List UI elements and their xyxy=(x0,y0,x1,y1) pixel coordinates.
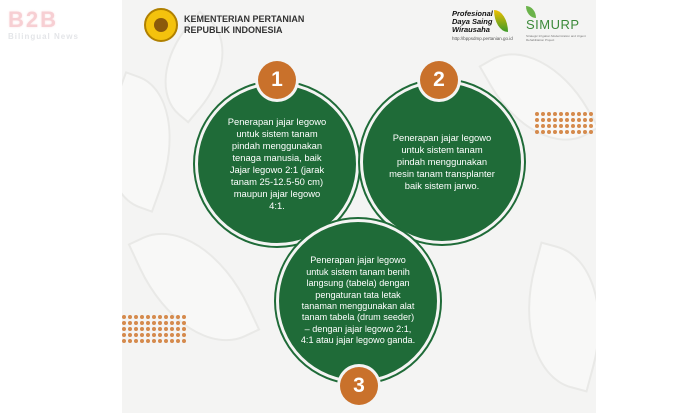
decorative-dot xyxy=(158,327,162,331)
decorative-dot xyxy=(577,112,581,116)
decorative-dot xyxy=(547,118,551,122)
decorative-dot xyxy=(134,315,138,319)
decorative-dot xyxy=(559,112,563,116)
decorative-dot xyxy=(140,321,144,325)
decorative-dot xyxy=(158,321,162,325)
decorative-dot xyxy=(565,124,569,128)
ministry-emblem-icon xyxy=(144,8,178,42)
decorative-dot xyxy=(128,339,132,343)
decorative-dot xyxy=(583,112,587,116)
decorative-dot xyxy=(146,339,150,343)
decorative-dot xyxy=(152,315,156,319)
decorative-dot xyxy=(140,339,144,343)
decorative-dot xyxy=(583,124,587,128)
pds-url: http://bppsdmp.pertanian.go.id xyxy=(452,36,513,41)
background-leaf-shape xyxy=(506,241,596,392)
decorative-dot xyxy=(164,339,168,343)
decorative-dot xyxy=(182,339,186,343)
decorative-dot xyxy=(134,321,138,325)
decorative-dot xyxy=(164,333,168,337)
decorative-dot xyxy=(559,118,563,122)
step-2-text: Penerapan jajar legowo untuk sistem tanam pindah menggunakan mesin tanam transplanter baik sistem jarwo. xyxy=(389,132,495,191)
decorative-dot xyxy=(535,130,539,134)
header-bar xyxy=(122,0,596,50)
decorative-dot xyxy=(170,321,174,325)
ministry-name xyxy=(184,14,304,36)
decorative-dot xyxy=(134,339,138,343)
decorative-dot xyxy=(182,333,186,337)
decorative-dot xyxy=(553,130,557,134)
decorative-dot xyxy=(535,118,539,122)
decorative-dot xyxy=(170,339,174,343)
wheat-leaf-icon xyxy=(494,10,508,32)
decorative-dot xyxy=(176,321,180,325)
decorative-dot xyxy=(547,112,551,116)
decorative-dot xyxy=(571,130,575,134)
decorative-dot xyxy=(152,327,156,331)
watermark-subtitle: Bilingual News xyxy=(8,32,79,41)
decorative-dot xyxy=(134,333,138,337)
decorative-dot xyxy=(577,130,581,134)
decorative-dot xyxy=(128,315,132,319)
decorative-dot xyxy=(589,130,593,134)
decorative-dot xyxy=(553,112,557,116)
decorative-dot xyxy=(182,327,186,331)
decorative-dot xyxy=(134,327,138,331)
decorative-dot xyxy=(589,118,593,122)
decorative-dot xyxy=(146,315,150,319)
decorative-dot xyxy=(140,315,144,319)
decorative-dot xyxy=(559,124,563,128)
decorative-dot xyxy=(541,112,545,116)
step-3-circle xyxy=(276,219,440,383)
step-3-number-badge: 3 xyxy=(340,367,378,405)
decorative-dot xyxy=(571,112,575,116)
decorative-dot xyxy=(122,321,126,325)
decorative-dot xyxy=(152,339,156,343)
decorative-dot xyxy=(170,315,174,319)
decorative-dot xyxy=(565,130,569,134)
decorative-dot xyxy=(577,124,581,128)
decorative-dot xyxy=(128,321,132,325)
decorative-dot xyxy=(152,333,156,337)
decorative-dot xyxy=(571,118,575,122)
decorative-dot xyxy=(553,124,557,128)
decorative-dot xyxy=(176,333,180,337)
decorative-dot xyxy=(565,112,569,116)
ministry-logo xyxy=(144,8,304,42)
decorative-dot xyxy=(176,315,180,319)
decorative-dot xyxy=(158,339,162,343)
decorative-dot xyxy=(146,333,150,337)
decorative-dot xyxy=(559,130,563,134)
decorative-dot xyxy=(547,124,551,128)
decorative-dot xyxy=(577,118,581,122)
decorative-dot xyxy=(553,118,557,122)
simurp-logo xyxy=(520,6,590,44)
decorative-dot xyxy=(170,333,174,337)
simurp-subtitle: Strategic Irrigation Modernization and Urgent Rehabilitation Project xyxy=(526,34,586,42)
decorative-dot xyxy=(170,327,174,331)
decorative-dot-grid xyxy=(535,112,595,136)
decorative-dot xyxy=(158,315,162,319)
decorative-dot xyxy=(140,333,144,337)
decorative-dot xyxy=(541,124,545,128)
decorative-dot xyxy=(152,321,156,325)
watermark-logo xyxy=(8,8,104,48)
ministry-line-2: REPUBLIK INDONESIA xyxy=(184,25,283,35)
decorative-dot xyxy=(583,118,587,122)
decorative-dot xyxy=(583,130,587,134)
decorative-dot xyxy=(164,327,168,331)
decorative-dot xyxy=(146,321,150,325)
decorative-dot xyxy=(589,124,593,128)
step-2-circle xyxy=(360,80,524,244)
decorative-dot xyxy=(535,112,539,116)
decorative-dot xyxy=(547,130,551,134)
step-1-text: Penerapan jajar legowo untuk sistem tanam pindah menggunakan tenaga manusia, baik Jajar legowo 2:1 (jarak tanam 25-12.5-50 cm) maupun jajar legowo 4:1. xyxy=(227,116,327,211)
decorative-dot xyxy=(128,333,132,337)
decorative-dot xyxy=(182,315,186,319)
decorative-dot xyxy=(541,118,545,122)
ministry-line-1: KEMENTERIAN PERTANIAN xyxy=(184,14,305,24)
step-1-number-badge: 1 xyxy=(258,61,296,99)
decorative-dot xyxy=(176,327,180,331)
decorative-dot xyxy=(176,339,180,343)
decorative-dot xyxy=(122,333,126,337)
decorative-dot xyxy=(122,327,126,331)
decorative-dot xyxy=(158,333,162,337)
decorative-dot xyxy=(565,118,569,122)
step-2-number-badge: 2 xyxy=(420,61,458,99)
decorative-dot xyxy=(122,315,126,319)
decorative-dot xyxy=(589,112,593,116)
decorative-dot-grid xyxy=(122,315,190,345)
decorative-dot xyxy=(140,327,144,331)
decorative-dot xyxy=(182,321,186,325)
decorative-dot xyxy=(164,315,168,319)
decorative-dot xyxy=(541,130,545,134)
watermark-title: B2B xyxy=(8,7,59,32)
decorative-dot xyxy=(128,327,132,331)
step-3-text: Penerapan jajar legowo untuk sistem tanam benih langsung (tabela) dengan pengaturan tata letak tanaman menggunakan alat tanam tabela (drum seeder) – dengan jajar legowo 2:1, 4:1 atau jajar legowo ganda. xyxy=(300,255,416,346)
decorative-dot xyxy=(164,321,168,325)
decorative-dot xyxy=(146,327,150,331)
decorative-dot xyxy=(571,124,575,128)
pds-logo xyxy=(452,6,512,44)
pds-tagline: Profesional Daya Saing Wirausaha xyxy=(452,9,493,34)
decorative-dot xyxy=(122,339,126,343)
decorative-dot xyxy=(535,124,539,128)
simurp-title: SIMURP xyxy=(526,17,580,32)
